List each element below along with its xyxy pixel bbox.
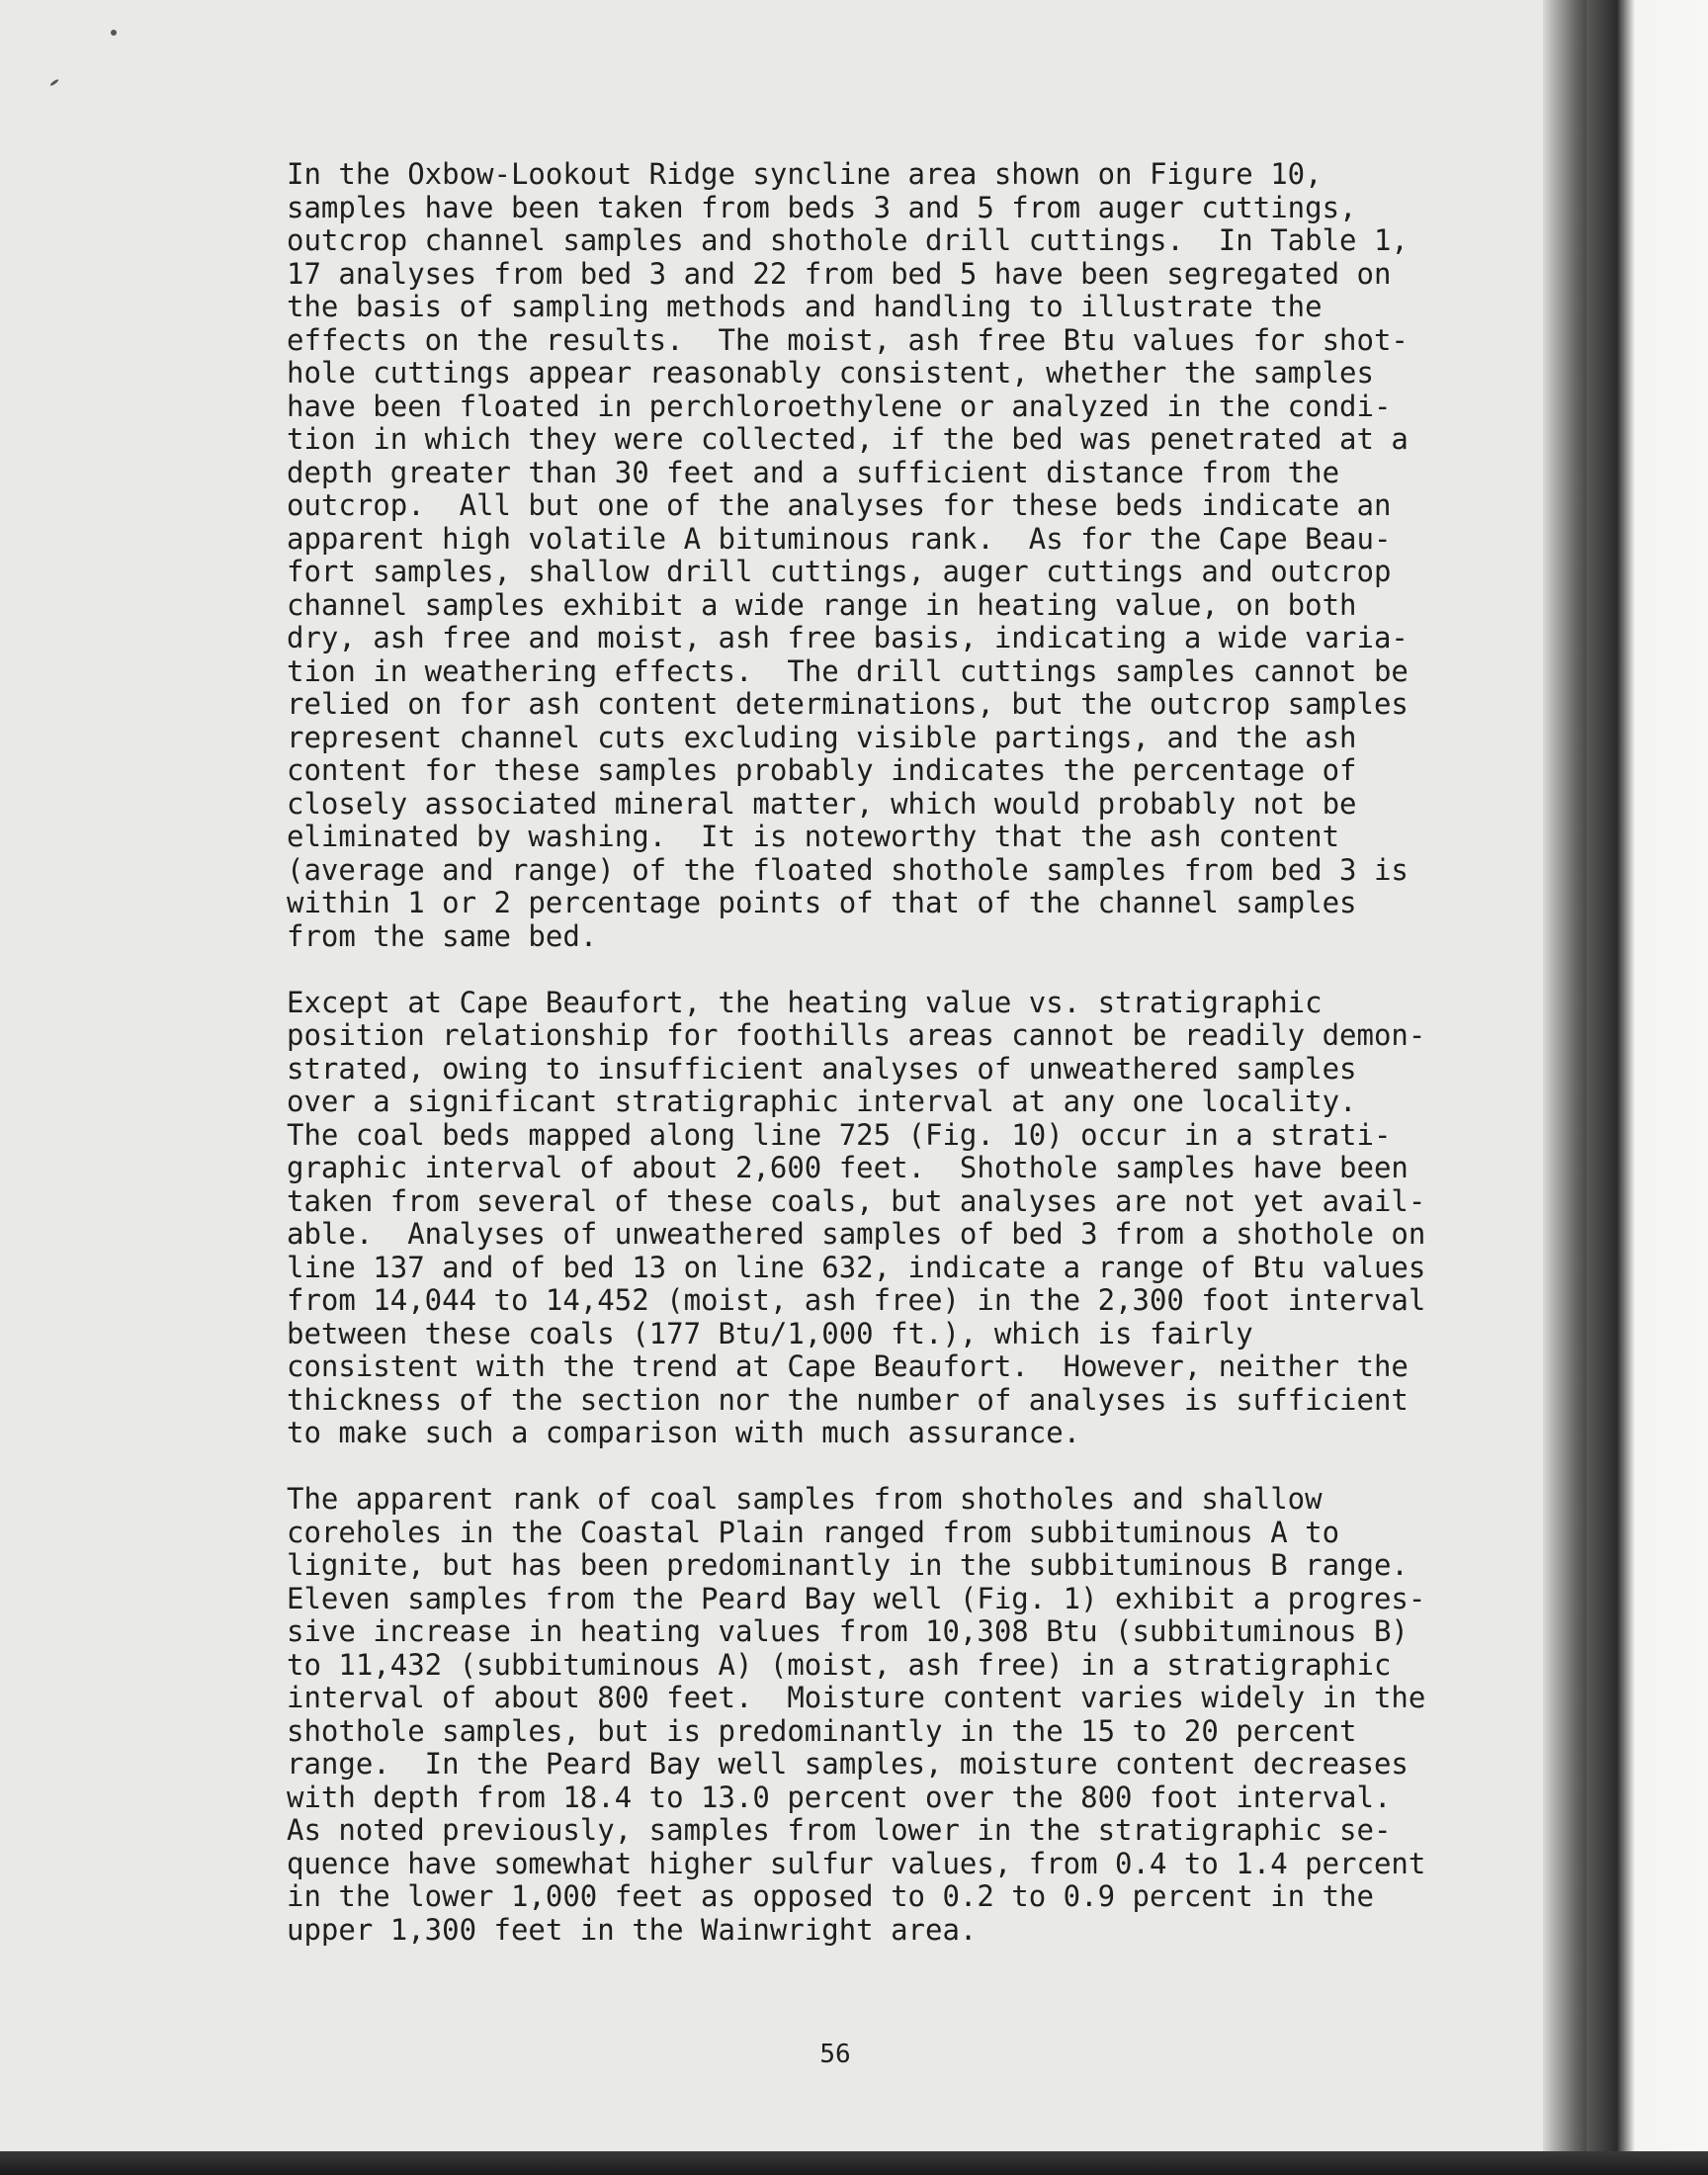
- text-line: position relationship for foothills areas cannot be readily demon-: [287, 1018, 1426, 1052]
- text-line: quence have somewhat higher sulfur values, from 0.4 to 1.4 percent: [287, 1846, 1426, 1880]
- text-line: to 11,432 (subbituminous A) (moist, ash free) in a stratigraphic: [287, 1647, 1392, 1682]
- text-line: over a significant stratigraphic interval at any one locality.: [287, 1085, 1357, 1118]
- text-line: coreholes in the Coastal Plain ranged from subbituminous A to: [287, 1515, 1340, 1549]
- text-line: effects on the results. The moist, ash free Btu values for shot-: [287, 322, 1409, 357]
- scan-speck: [49, 78, 59, 86]
- text-line: range. In the Peard Bay well samples, moisture content decreases: [287, 1747, 1409, 1781]
- page-number: 56: [819, 2040, 851, 2069]
- text-line: represent channel cuts excluding visible partings, and the ash: [287, 720, 1357, 754]
- text-line: upper 1,300 feet in the Wainwright area.: [287, 1912, 978, 1947]
- text-line: consistent with the trend at Cape Beaufort. However, neither the: [287, 1349, 1409, 1383]
- text-line: relied on for ash content determinations, but the outcrop samples: [287, 687, 1409, 721]
- text-line: strated, owing to insufficient analyses of unweathered samples: [287, 1051, 1357, 1086]
- text-line: Eleven samples from the Peard Bay well (Fig. 1) exhibit a progres-: [287, 1581, 1426, 1615]
- text-line: able. Analyses of unweathered samples of bed 3 from a shothole on: [287, 1217, 1426, 1251]
- paragraph: [287, 157, 1409, 953]
- text-line: The coal beds mapped along line 725 (Fig. 10) occur in a strati-: [287, 1117, 1392, 1152]
- text-line: from the same bed.: [287, 918, 598, 953]
- text-line: The apparent rank of coal samples from shotholes and shallow: [287, 1482, 1323, 1516]
- page-edge-shadow: [1543, 0, 1586, 2151]
- text-line: hole cuttings appear reasonably consistent, whether the samples: [287, 356, 1374, 390]
- text-line: closely associated mineral matter, which would probably not be: [287, 786, 1357, 821]
- scan-bottom-edge: [0, 2151, 1708, 2175]
- text-line: channel samples exhibit a wide range in heating value, on both: [287, 587, 1357, 622]
- text-line: have been floated in perchloroethylene or analyzed in the condi-: [287, 389, 1392, 423]
- text-line: lignite, but has been predominantly in the subbituminous B range.: [287, 1548, 1409, 1582]
- text-line: tion in which they were collected, if the bed was penetrated at a: [287, 422, 1409, 456]
- text-line: between these coals (177 Btu/1,000 ft.), which is fairly: [287, 1316, 1253, 1350]
- text-line: apparent high volatile A bituminous rank. As for the Cape Beau-: [287, 521, 1392, 556]
- text-line: tion in weathering effects. The drill cuttings samples cannot be: [287, 653, 1409, 688]
- text-line: shothole samples, but is predominantly in the 15 to 20 percent: [287, 1713, 1357, 1748]
- text-line: with depth from 18.4 to 13.0 percent over the 800 foot interval.: [287, 1780, 1392, 1814]
- text-line: outcrop. All but one of the analyses for these beds indicate an: [287, 488, 1392, 522]
- text-line: sive increase in heating values from 10,308 Btu (subbituminous B): [287, 1614, 1409, 1648]
- text-line: fort samples, shallow drill cuttings, auger cuttings and outcrop: [287, 555, 1392, 588]
- text-line: interval of about 800 feet. Moisture content varies widely in the: [287, 1681, 1426, 1714]
- paragraph: [287, 1482, 1426, 1947]
- text-line: depth greater than 30 feet and a sufficient distance from the: [287, 455, 1340, 489]
- text-line: graphic interval of about 2,600 feet. Shothole samples have been: [287, 1151, 1409, 1184]
- scan-right-edge: [1586, 0, 1708, 2175]
- text-line: Except at Cape Beaufort, the heating value vs. stratigraphic: [287, 985, 1323, 1019]
- text-line: content for these samples probably indicates the percentage of: [287, 753, 1357, 787]
- text-line: taken from several of these coals, but analyses are not yet avail-: [287, 1183, 1426, 1218]
- text-line: 17 analyses from bed 3 and 22 from bed 5 have been segregated on: [287, 256, 1392, 291]
- text-line: from 14,044 to 14,452 (moist, ash free) in the 2,300 foot interval: [287, 1283, 1426, 1317]
- text-line: In the Oxbow-Lookout Ridge syncline area shown on Figure 10,: [287, 157, 1323, 191]
- text-line: eliminated by washing. It is noteworthy that the ash content: [287, 820, 1340, 853]
- text-line: within 1 or 2 percentage points of that of the channel samples: [287, 886, 1357, 919]
- paragraph: [287, 985, 1426, 1450]
- scan-speck: [111, 30, 117, 36]
- text-line: line 137 and of bed 13 on line 632, indicate a range of Btu values: [287, 1250, 1426, 1284]
- text-line: to make such a comparison with much assurance.: [287, 1416, 1081, 1449]
- text-line: thickness of the section nor the number of analyses is sufficient: [287, 1382, 1409, 1417]
- text-line: in the lower 1,000 feet as opposed to 0.2 to 0.9 percent in the: [287, 1879, 1374, 1913]
- text-line: samples have been taken from beds 3 and 5 from auger cuttings,: [287, 190, 1357, 224]
- text-line: outcrop channel samples and shothole drill cuttings. In Table 1,: [287, 223, 1409, 257]
- body-text: [287, 157, 1426, 1980]
- text-line: As noted previously, samples from lower in the stratigraphic se-: [287, 1813, 1392, 1847]
- text-line: the basis of sampling methods and handling to illustrate the: [287, 290, 1323, 323]
- text-line: dry, ash free and moist, ash free basis, indicating a wide varia-: [287, 621, 1409, 654]
- text-line: (average and range) of the floated shothole samples from bed 3 is: [287, 852, 1409, 887]
